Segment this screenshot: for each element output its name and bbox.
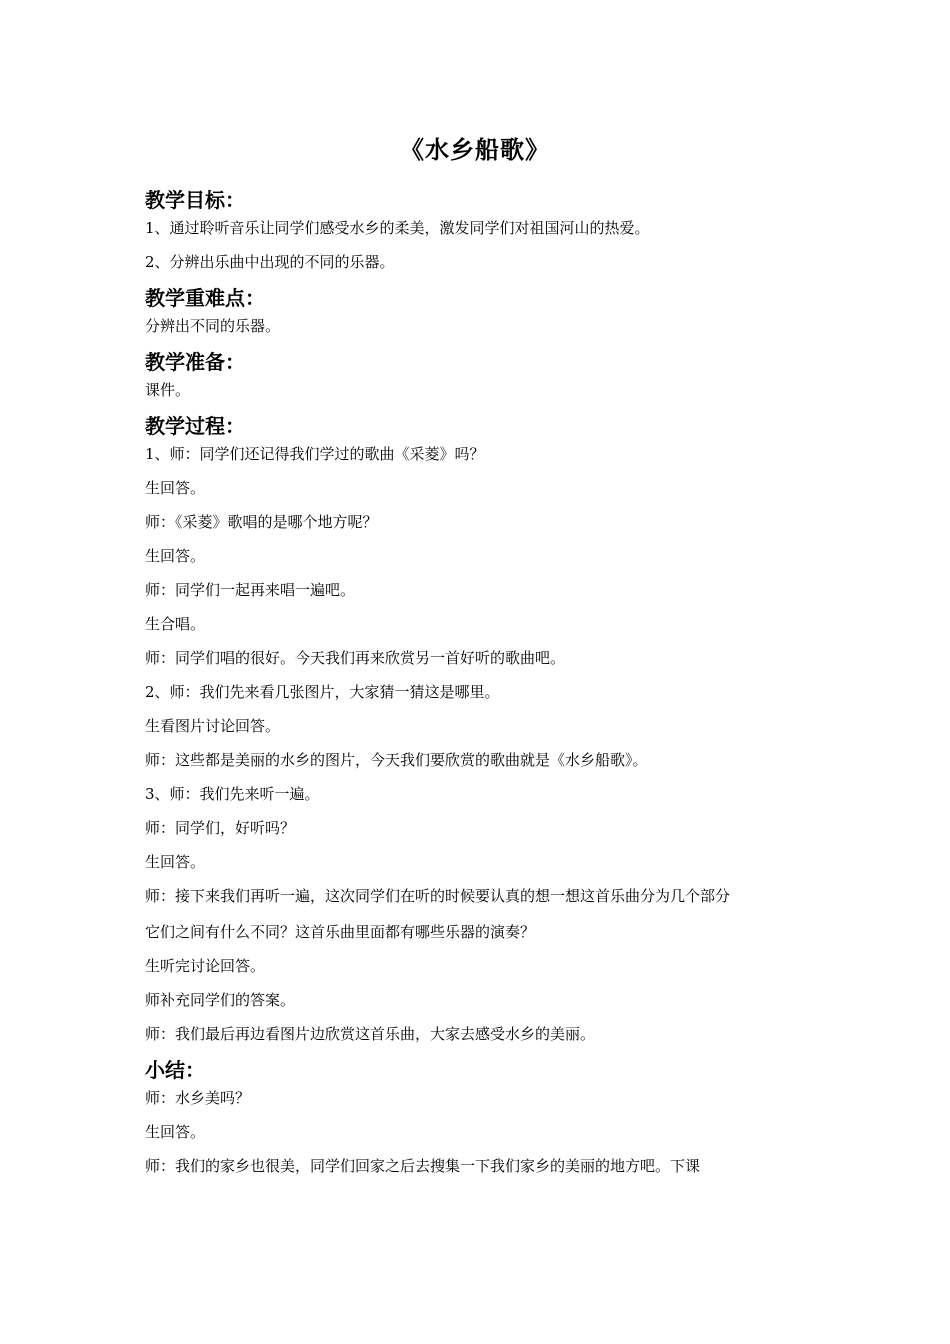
summary-line: 生回答。 (145, 1123, 206, 1141)
process-line: 生回答。 (145, 479, 206, 497)
process-line: 生听完讨论回答。 (145, 957, 266, 975)
key-points-line: 分辨出不同的乐器。 (145, 317, 281, 335)
section-heading-key-points: 教学重难点： (145, 286, 265, 310)
process-line: 3、师：我们先来听一遍。 (145, 785, 320, 803)
section-heading-goals: 教学目标： (145, 188, 245, 212)
process-line: 生回答。 (145, 853, 206, 871)
section-heading-summary: 小结： (145, 1058, 205, 1082)
process-line: 师：同学们唱的很好。今天我们再来欣赏另一首好听的歌曲吧。 (145, 649, 566, 667)
document-body (145, 186, 835, 1190)
process-line: 2、师：我们先来看几张图片，大家猜一猜这是哪里。 (145, 683, 500, 701)
preparation-line: 课件。 (145, 381, 191, 399)
summary-line: 师：水乡美吗？ (145, 1089, 251, 1107)
goals-line: 1、通过聆听音乐让同学们感受水乡的柔美，激发同学们对祖国河山的热爱。 (145, 219, 650, 237)
process-line: 师：同学们一起再来唱一遍吧。 (145, 581, 356, 599)
document-title: 《水乡船歌》 (400, 136, 550, 164)
process-line: 生看图片讨论回答。 (145, 717, 281, 735)
goals-line: 2、分辨出乐曲中出现的不同的乐器。 (145, 253, 395, 271)
process-line: 师：我们最后再边看图片边欣赏这首乐曲，大家去感受水乡的美丽。 (145, 1025, 596, 1043)
process-line: 师：《采菱》歌唱的是哪个地方呢？ (145, 513, 378, 531)
process-line: 它们之间有什么不同？这首乐曲里面都有哪些乐器的演奏？ (145, 923, 536, 941)
summary-line: 师：我们的家乡也很美，同学们回家之后去搜集一下我们家乡的美丽的地方吧。下课 (145, 1157, 701, 1175)
process-line: 生合唱。 (145, 615, 206, 633)
section-heading-process: 教学过程： (145, 414, 245, 438)
process-line: 1、师：同学们还记得我们学过的歌曲《采菱》吗？ (145, 445, 485, 463)
process-line: 师补充同学们的答案。 (145, 991, 296, 1009)
process-line: 师：接下来我们再听一遍，这次同学们在听的时候要认真的想一想这首乐曲分为几个部分 (145, 887, 731, 905)
section-heading-preparation: 教学准备： (145, 350, 245, 374)
process-line: 师：同学们，好听吗？ (145, 819, 296, 837)
process-line: 生回答。 (145, 547, 206, 565)
process-line: 师：这些都是美丽的水乡的图片，今天我们要欣赏的歌曲就是《水乡船歌》。 (145, 751, 648, 769)
